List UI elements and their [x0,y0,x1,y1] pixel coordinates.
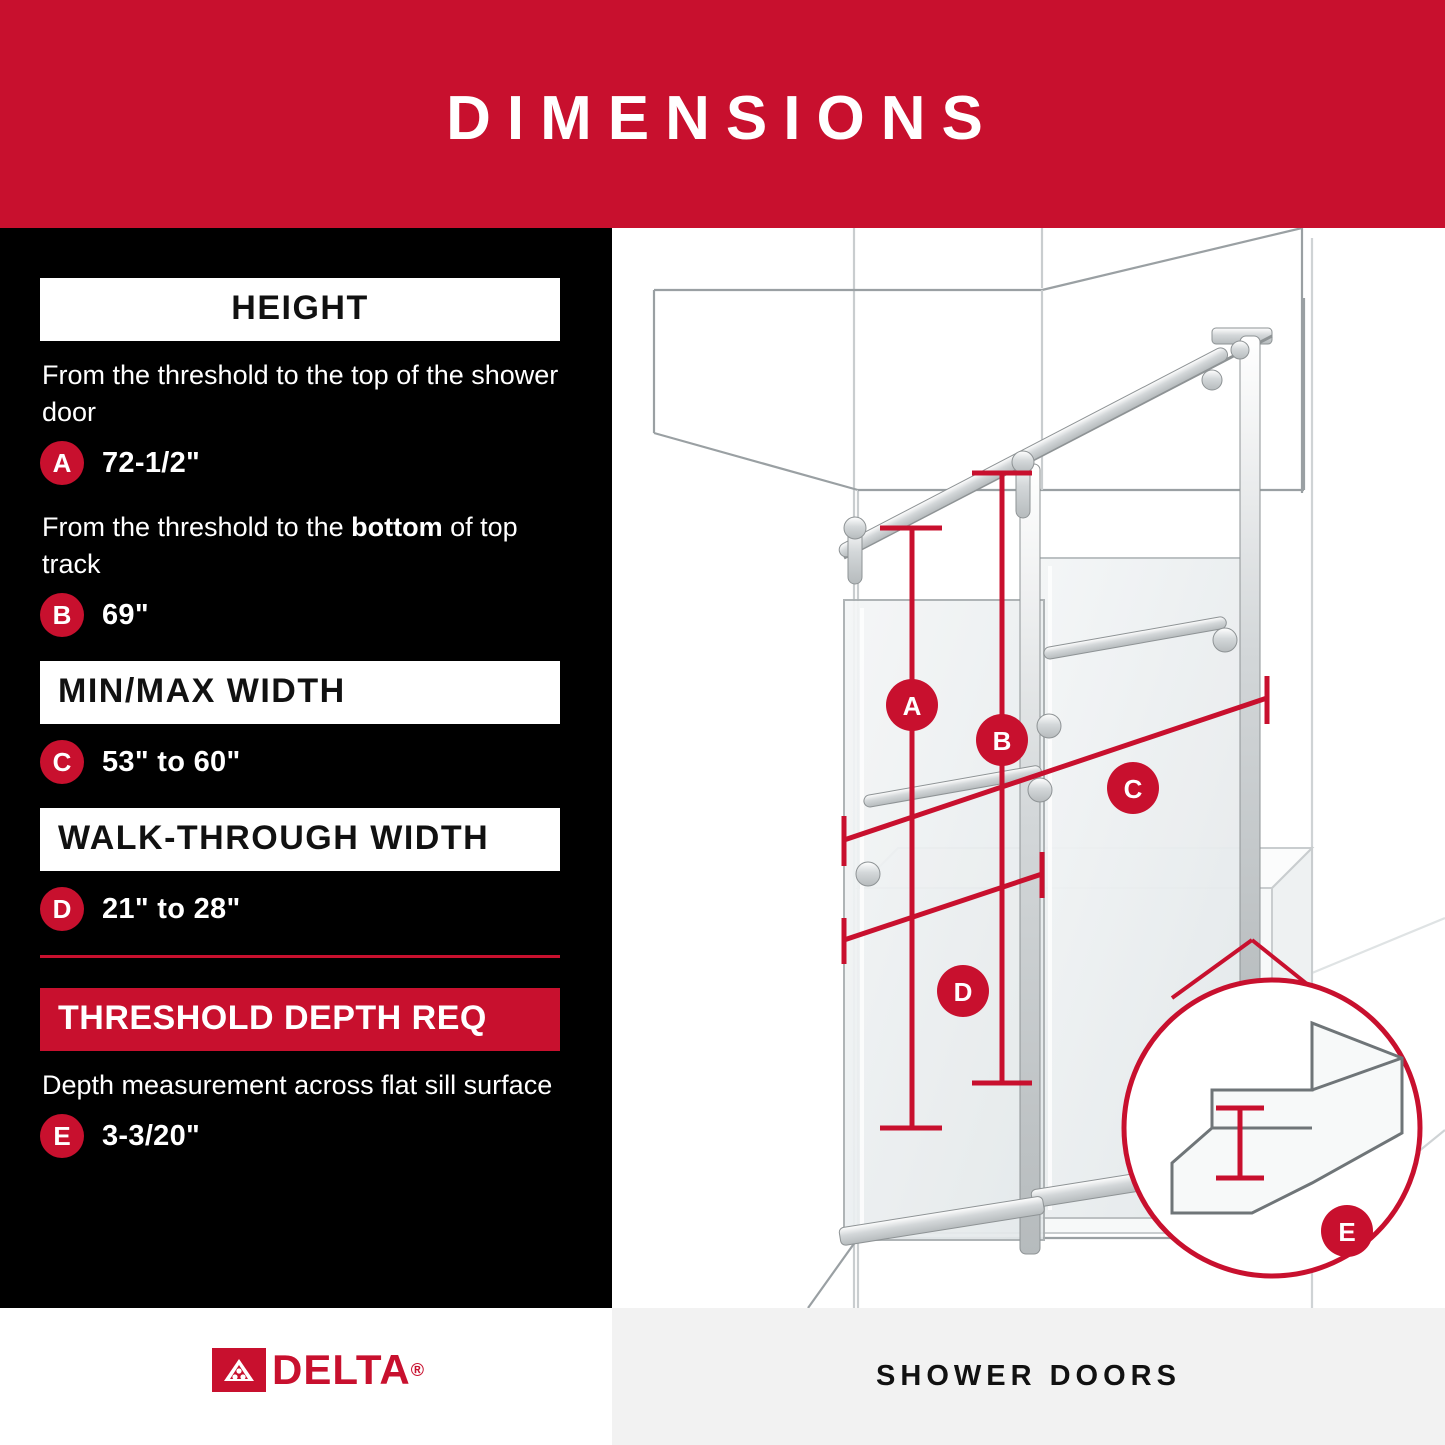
illustration-svg [612,228,1445,1308]
callout-e-label: E [1338,1217,1356,1247]
section-heading-walkthrough-width: WALK-THROUGH WIDTH [40,808,560,871]
height-description-1: From the threshold to the top of the shower door [42,360,559,427]
specs-panel [0,228,612,1308]
callout-c [1107,762,1159,814]
section-heading-height: HEIGHT [40,278,560,341]
callout-b [976,714,1028,766]
delta-logo [212,1348,425,1392]
spec-row-c [40,740,560,784]
registered-mark: ® [410,1360,426,1380]
callout-b-label: B [992,726,1012,756]
delta-wordmark [272,1346,426,1393]
footer-category: SHOWER DOORS [876,1360,1181,1392]
callout-c-label: C [1123,774,1143,804]
badge-e: E [40,1114,84,1158]
threshold-detail-magnifier [1124,980,1420,1276]
spec-row-b [40,593,560,637]
badge-a: A [40,441,84,485]
section-heading-minmax-width: MIN/MAX WIDTH [40,661,560,724]
callout-d-label: D [953,977,973,1007]
section-divider [40,955,560,958]
section-heading-threshold-depth: THRESHOLD DEPTH REQ [40,988,560,1051]
spec-row-e [40,1114,560,1158]
height-description-2 [42,509,560,583]
value-c: 53" to 60" [102,745,241,778]
value-b: 69" [102,598,149,631]
badge-b: B [40,593,84,637]
height-desc-2-bold: bottom [351,512,443,542]
threshold-description: Depth measurement across flat sill surface [42,1070,553,1100]
callout-e [1321,1205,1373,1257]
delta-wordmark-text: DELTA [272,1346,411,1393]
value-a: 72-1/2" [102,446,201,479]
header-banner [0,0,1445,228]
value-e: 3-3/20" [102,1119,201,1152]
height-desc-2-part1: From the threshold to the [42,512,352,542]
height-desc-2-part3: of top track [42,512,518,579]
callout-a-label: A [902,691,922,721]
badge-c: C [40,740,84,784]
page-title: DIMENSIONS [446,84,999,153]
spec-row-d [40,887,560,931]
triangle-icon-svg [222,1356,256,1384]
value-d: 21" to 28" [102,892,241,925]
spec-row-a [40,441,560,485]
shower-door-illustration [612,228,1445,1308]
callout-a [886,679,938,731]
badge-d: D [40,887,84,931]
delta-triangle-icon [212,1348,266,1392]
callout-d [937,965,989,1017]
